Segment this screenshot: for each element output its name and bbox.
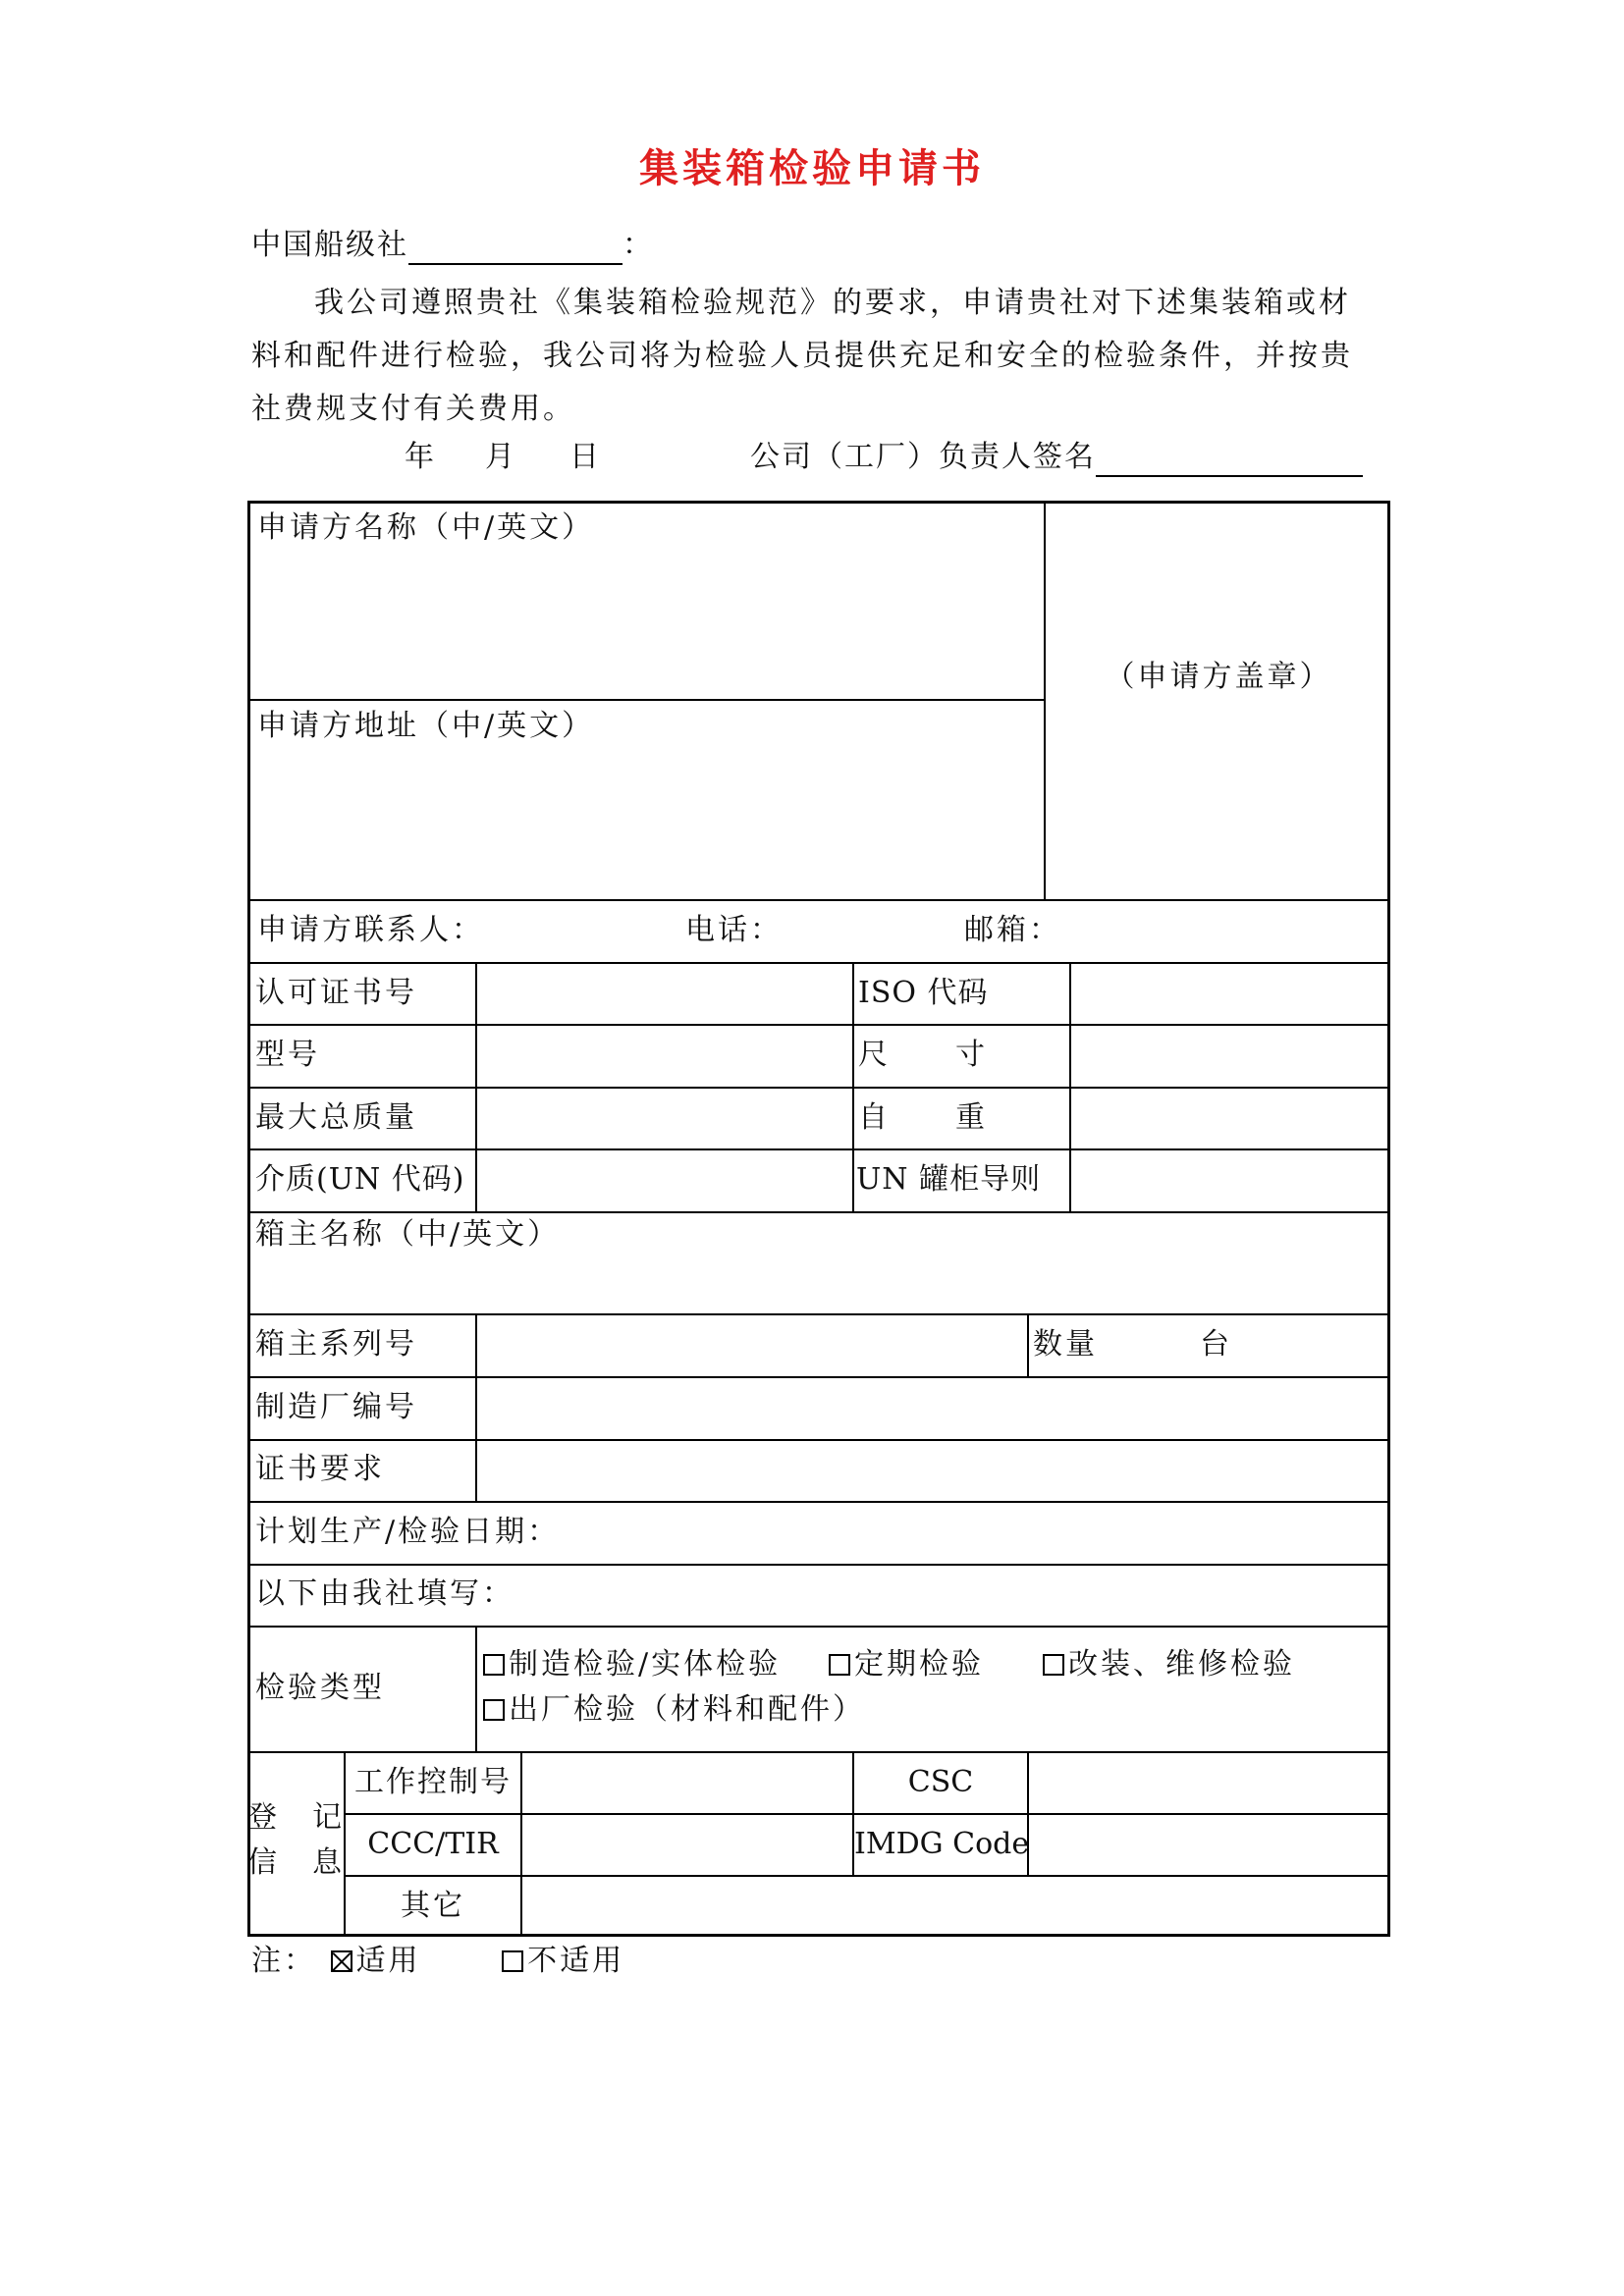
size-label: 尺 寸 (858, 1038, 988, 1072)
page-title: 集装箱检验申请书 (639, 146, 985, 191)
note-line (251, 1942, 624, 1981)
applicant-address-label: 申请方地址（中/英文） (257, 709, 595, 743)
addressee-blank[interactable] (408, 230, 623, 265)
note-not-applicable: 不适用 (527, 1944, 625, 1978)
inspection-option-manufacture[interactable] (483, 1645, 781, 1684)
imdg-code-label: IMDG Code (854, 1827, 1030, 1861)
medium-label: 介质(UN 代码) (255, 1162, 465, 1197)
signature-label: 公司（工厂）负责人签名 (750, 440, 1096, 474)
checkbox-icon[interactable] (483, 1654, 505, 1676)
checked-box-icon (331, 1950, 352, 1972)
addressee-colon: ： (623, 228, 654, 262)
cert-no-label: 认可证书号 (255, 976, 417, 1010)
other-label: 其它 (401, 1889, 465, 1923)
signature-blank[interactable] (1096, 442, 1363, 477)
factory-no-label: 制造厂编号 (255, 1390, 417, 1424)
intro-paragraph: 我公司遵照贵社《集装箱检验规范》的要求，申请贵社对下述集装箱或材料和配件进行检验，我公司将为检验人员提供充足和安全的检验条件，并按贵社费规支付有关费用。 (251, 286, 1353, 426)
quantity-unit: 台 (1200, 1327, 1232, 1362)
inspection-option-modification[interactable] (1043, 1645, 1295, 1684)
ccc-tir-label: CCC/TIR (367, 1827, 499, 1861)
date-day: 日 (569, 440, 601, 474)
unchecked-box-icon (502, 1950, 523, 1972)
tare-label: 自 重 (858, 1100, 988, 1135)
model-label: 型号 (255, 1038, 320, 1072)
checkbox-icon[interactable] (829, 1654, 850, 1676)
note-label: 注： (251, 1944, 316, 1978)
quantity-label: 数量 (1033, 1327, 1098, 1362)
date-year: 年 (405, 440, 436, 474)
inspection-option-periodic[interactable] (829, 1645, 984, 1684)
iso-code-label: ISO 代码 (858, 976, 989, 1010)
email-label: 邮箱： (964, 913, 1061, 947)
inspection-type-label: 检验类型 (255, 1671, 385, 1705)
registration-label-line1: 登 记 (247, 1800, 345, 1835)
checkbox-icon[interactable] (1043, 1654, 1064, 1676)
owner-serial-label: 箱主系列号 (255, 1327, 417, 1362)
note-applicable: 适用 (355, 1944, 421, 1978)
checkbox-icon[interactable] (483, 1699, 505, 1721)
office-fill-label: 以下由我社填写： (255, 1576, 514, 1611)
un-tank-label: UN 罐柜导则 (856, 1162, 1042, 1197)
option-label: 改装、维修检验 (1068, 1647, 1295, 1682)
applicant-seal-label: （申请方盖章） (1105, 660, 1332, 694)
contact-label: 申请方联系人： (257, 913, 484, 947)
signature-line (750, 438, 1363, 477)
owner-name-label: 箱主名称（中/英文） (255, 1217, 561, 1252)
plan-date-label: 计划生产/检验日期： (255, 1515, 561, 1549)
option-label: 定期检验 (854, 1647, 984, 1682)
option-label: 制造检验/实体检验 (509, 1647, 782, 1682)
addressee-label: 中国船级社 (251, 228, 408, 262)
registration-label-line2: 信 息 (247, 1845, 345, 1880)
phone-label: 电话： (685, 913, 783, 947)
option-label: 出厂检验（材料和配件） (509, 1692, 865, 1727)
applicant-name-label: 申请方名称（中/英文） (257, 510, 595, 545)
max-mass-label: 最大总质量 (255, 1100, 417, 1135)
addressee-line (251, 226, 654, 265)
job-no-label: 工作控制号 (354, 1765, 512, 1799)
date-month: 月 (485, 440, 516, 474)
cert-req-label: 证书要求 (255, 1452, 385, 1486)
inspection-option-factory[interactable] (483, 1690, 865, 1730)
csc-label: CSC (907, 1765, 974, 1799)
